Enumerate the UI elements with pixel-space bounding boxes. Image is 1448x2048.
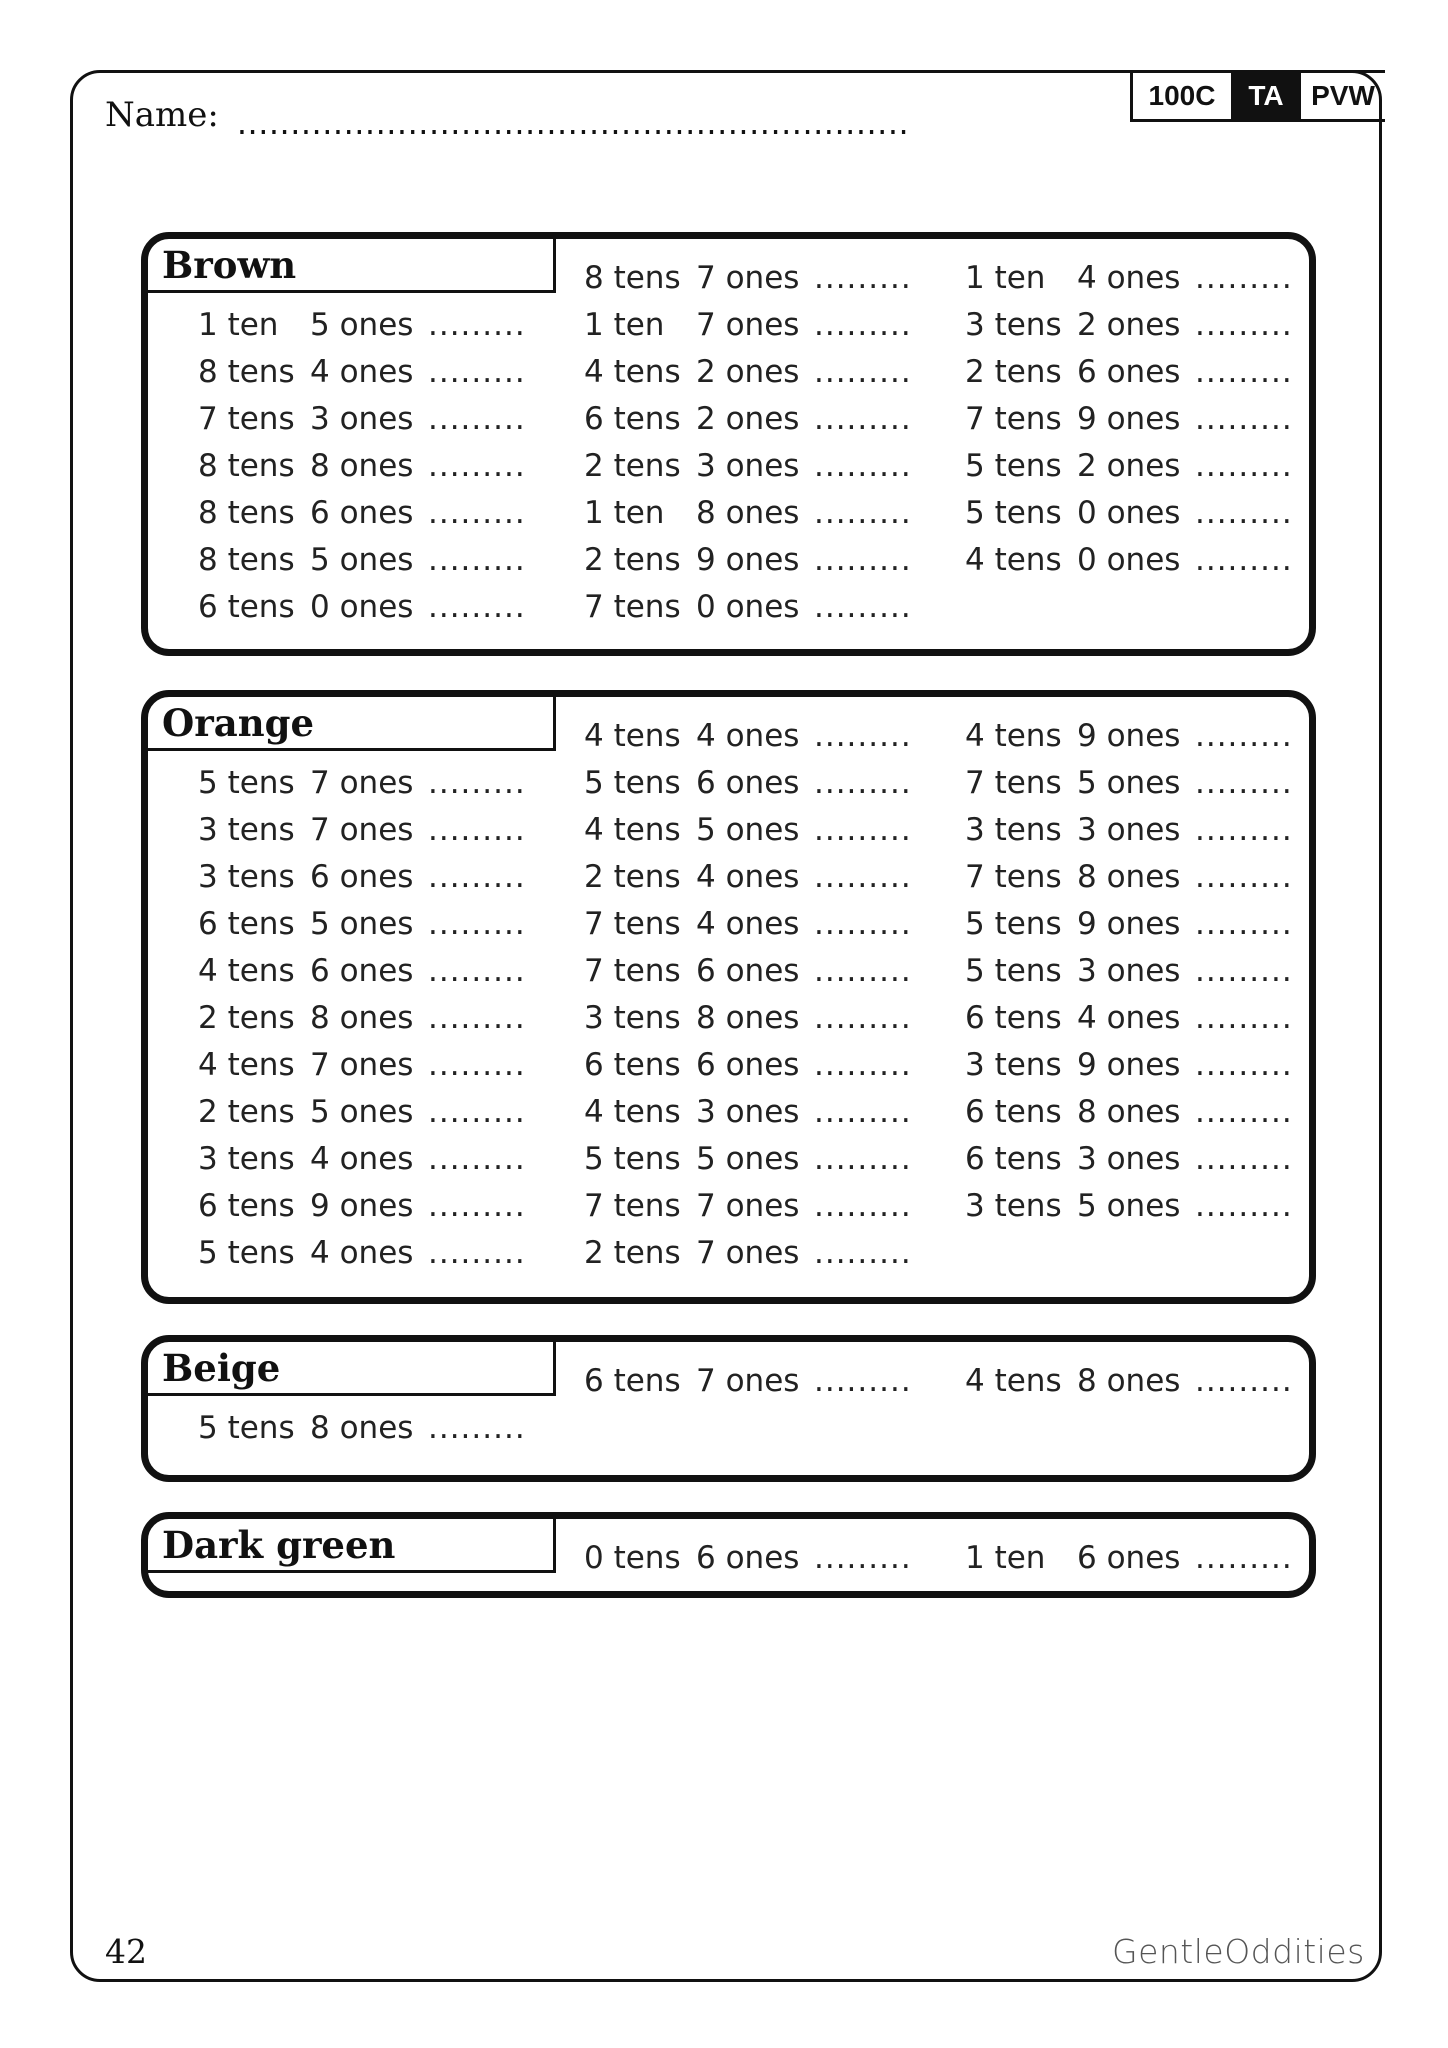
section-title-beige: Beige (148, 1342, 556, 1396)
column-1 (198, 760, 526, 1277)
answer-blank[interactable]: ......... (428, 542, 526, 578)
ones-value: 7 ones (696, 1363, 800, 1399)
column-3 (965, 1535, 1293, 1582)
answer-blank[interactable]: ......... (1195, 1047, 1293, 1083)
ones-value: 7 ones (310, 812, 414, 848)
ones-value: 3 ones (696, 448, 800, 484)
exercise-row (584, 1535, 912, 1582)
ones-value: 5 ones (310, 307, 414, 343)
tens-value: 4 tens (965, 718, 1062, 754)
ones-value: 6 ones (310, 495, 414, 531)
tens-value: 1 ten (965, 260, 1046, 296)
exercise-row (584, 713, 912, 760)
answer-blank[interactable]: ......... (1195, 1188, 1293, 1224)
tens-value: 4 tens (965, 542, 1062, 578)
answer-blank[interactable]: ......... (814, 718, 912, 754)
answer-blank[interactable]: ......... (428, 1410, 526, 1446)
ones-value: 4 ones (696, 718, 800, 754)
tens-value: 8 tens (198, 542, 295, 578)
answer-blank[interactable]: ......... (814, 354, 912, 390)
answer-blank[interactable]: ......... (428, 448, 526, 484)
answer-blank[interactable]: ......... (814, 260, 912, 296)
tens-value: 2 tens (584, 1235, 681, 1271)
tens-value: 6 tens (198, 906, 295, 942)
exercise-row (584, 1042, 912, 1089)
ones-value: 9 ones (1077, 1047, 1181, 1083)
answer-blank[interactable]: ......... (814, 401, 912, 437)
exercise-row (198, 349, 526, 396)
answer-blank[interactable]: ......... (814, 1540, 912, 1576)
tens-value: 7 tens (584, 953, 681, 989)
exercise-row (584, 302, 912, 349)
ones-value: 3 ones (1077, 953, 1181, 989)
code-100c: 100C (1133, 73, 1234, 119)
ones-value: 4 ones (696, 859, 800, 895)
exercise-row (584, 901, 912, 948)
tens-value: 2 tens (965, 354, 1062, 390)
exercise-row (198, 854, 526, 901)
column-3 (965, 713, 1293, 1230)
brand-logo: GentleOddities (1112, 1932, 1365, 1971)
level-code-box (1130, 70, 1385, 122)
answer-blank[interactable]: ......... (428, 307, 526, 343)
exercise-row (584, 1183, 912, 1230)
code-ta: TA (1234, 73, 1301, 119)
answer-blank[interactable]: ......... (1195, 859, 1293, 895)
exercise-row (198, 1136, 526, 1183)
name-entry-field[interactable]: ............................................................... (236, 104, 910, 142)
column-2 (584, 1535, 912, 1582)
answer-blank[interactable]: ......... (428, 906, 526, 942)
column-2 (584, 713, 912, 1277)
section-orange (141, 690, 1316, 1304)
exercise-row (965, 1183, 1293, 1230)
tens-value: 7 tens (965, 765, 1062, 801)
tens-value: 6 tens (965, 1094, 1062, 1130)
tens-value: 8 tens (198, 495, 295, 531)
exercise-row (198, 302, 526, 349)
exercise-row (584, 490, 912, 537)
exercise-row (198, 1183, 526, 1230)
tens-value: 4 tens (584, 718, 681, 754)
exercise-row (584, 255, 912, 302)
answer-blank[interactable]: ......... (428, 812, 526, 848)
answer-blank[interactable]: ......... (428, 953, 526, 989)
ones-value: 6 ones (696, 1540, 800, 1576)
tens-value: 6 tens (584, 401, 681, 437)
exercise-row (198, 807, 526, 854)
exercise-row (965, 302, 1293, 349)
ones-value: 9 ones (310, 1188, 414, 1224)
tens-value: 6 tens (198, 589, 295, 625)
answer-blank[interactable]: ......... (1195, 307, 1293, 343)
answer-blank[interactable]: ......... (814, 1363, 912, 1399)
exercise-row (198, 995, 526, 1042)
exercise-row (965, 854, 1293, 901)
ones-value: 4 ones (1077, 1000, 1181, 1036)
answer-blank[interactable]: ......... (814, 1000, 912, 1036)
ones-value: 5 ones (310, 542, 414, 578)
tens-value: 2 tens (584, 542, 681, 578)
exercise-row (198, 490, 526, 537)
exercise-row (198, 396, 526, 443)
exercise-row (965, 901, 1293, 948)
column-1 (198, 302, 526, 631)
exercise-row (965, 807, 1293, 854)
answer-blank[interactable]: ......... (814, 307, 912, 343)
answer-blank[interactable]: ......... (428, 1141, 526, 1177)
exercise-row (965, 443, 1293, 490)
ones-value: 7 ones (696, 1235, 800, 1271)
exercise-row (965, 713, 1293, 760)
answer-blank[interactable]: ......... (814, 589, 912, 625)
tens-value: 6 tens (965, 1141, 1062, 1177)
answer-blank[interactable]: ......... (814, 495, 912, 531)
tens-value: 1 ten (584, 495, 665, 531)
answer-blank[interactable]: ......... (1195, 542, 1293, 578)
exercise-row (584, 1358, 912, 1405)
tens-value: 4 tens (965, 1363, 1062, 1399)
ones-value: 7 ones (310, 1047, 414, 1083)
tens-value: 7 tens (584, 906, 681, 942)
ones-value: 8 ones (310, 1000, 414, 1036)
answer-blank[interactable]: ......... (814, 1188, 912, 1224)
exercise-row (584, 584, 912, 631)
ones-value: 6 ones (310, 953, 414, 989)
exercise-row (584, 807, 912, 854)
exercise-row (584, 854, 912, 901)
answer-blank[interactable]: ......... (1195, 1000, 1293, 1036)
exercise-row (198, 1042, 526, 1089)
column-3 (965, 1358, 1293, 1405)
ones-value: 3 ones (696, 1094, 800, 1130)
exercise-row (584, 995, 912, 1042)
ones-value: 4 ones (696, 906, 800, 942)
answer-blank[interactable]: ......... (814, 1235, 912, 1271)
ones-value: 3 ones (1077, 1141, 1181, 1177)
tens-value: 0 tens (584, 1540, 681, 1576)
ones-value: 0 ones (696, 589, 800, 625)
ones-value: 6 ones (1077, 1540, 1181, 1576)
exercise-row (965, 396, 1293, 443)
exercise-row (584, 948, 912, 995)
ones-value: 6 ones (1077, 354, 1181, 390)
tens-value: 4 tens (198, 953, 295, 989)
ones-value: 7 ones (696, 1188, 800, 1224)
ones-value: 6 ones (696, 765, 800, 801)
tens-value: 3 tens (965, 1047, 1062, 1083)
ones-value: 6 ones (310, 859, 414, 895)
tens-value: 4 tens (198, 1047, 295, 1083)
name-line (105, 95, 910, 142)
ones-value: 9 ones (696, 542, 800, 578)
ones-value: 4 ones (310, 1235, 414, 1271)
tens-value: 5 tens (198, 765, 295, 801)
ones-value: 2 ones (696, 354, 800, 390)
ones-value: 9 ones (1077, 718, 1181, 754)
tens-value: 8 tens (198, 354, 295, 390)
ones-value: 6 ones (696, 953, 800, 989)
ones-value: 7 ones (696, 260, 800, 296)
tens-value: 3 tens (965, 307, 1062, 343)
tens-value: 5 tens (965, 953, 1062, 989)
answer-blank[interactable]: ......... (1195, 906, 1293, 942)
answer-blank[interactable]: ......... (1195, 953, 1293, 989)
answer-blank[interactable]: ......... (814, 448, 912, 484)
answer-blank[interactable]: ......... (1195, 1141, 1293, 1177)
answer-blank[interactable]: ......... (428, 401, 526, 437)
tens-value: 3 tens (584, 1000, 681, 1036)
exercise-row (584, 349, 912, 396)
answer-blank[interactable]: ......... (814, 1047, 912, 1083)
ones-value: 5 ones (696, 812, 800, 848)
tens-value: 3 tens (198, 1141, 295, 1177)
ones-value: 8 ones (1077, 859, 1181, 895)
answer-blank[interactable]: ......... (428, 354, 526, 390)
ones-value: 2 ones (1077, 448, 1181, 484)
exercise-row (198, 1230, 526, 1277)
exercise-row (198, 760, 526, 807)
answer-blank[interactable]: ......... (1195, 1540, 1293, 1576)
tens-value: 8 tens (584, 260, 681, 296)
exercise-row (584, 537, 912, 584)
tens-value: 5 tens (584, 765, 681, 801)
exercise-row (965, 1136, 1293, 1183)
ones-value: 3 ones (1077, 812, 1181, 848)
exercise-row (965, 1089, 1293, 1136)
exercise-row (965, 1535, 1293, 1582)
answer-blank[interactable]: ......... (1195, 1094, 1293, 1130)
name-label: Name: (105, 95, 219, 135)
exercise-row (198, 1405, 526, 1452)
answer-blank[interactable]: ......... (428, 1188, 526, 1224)
exercise-row (965, 995, 1293, 1042)
exercise-row (584, 760, 912, 807)
tens-value: 4 tens (584, 354, 681, 390)
ones-value: 5 ones (1077, 1188, 1181, 1224)
tens-value: 3 tens (198, 812, 295, 848)
ones-value: 8 ones (310, 1410, 414, 1446)
answer-blank[interactable]: ......... (428, 1047, 526, 1083)
answer-blank[interactable]: ......... (1195, 495, 1293, 531)
exercise-row (198, 537, 526, 584)
answer-blank[interactable]: ......... (428, 589, 526, 625)
exercise-row (198, 901, 526, 948)
exercise-row (965, 537, 1293, 584)
ones-value: 2 ones (696, 401, 800, 437)
column-1 (198, 1405, 526, 1452)
exercise-row (584, 443, 912, 490)
exercise-row (965, 1358, 1293, 1405)
page-number: 42 (105, 1932, 147, 1971)
ones-value: 5 ones (310, 906, 414, 942)
answer-blank[interactable]: ......... (1195, 448, 1293, 484)
answer-blank[interactable]: ......... (1195, 1363, 1293, 1399)
ones-value: 8 ones (696, 1000, 800, 1036)
tens-value: 7 tens (965, 859, 1062, 895)
answer-blank[interactable]: ......... (1195, 354, 1293, 390)
tens-value: 6 tens (584, 1363, 681, 1399)
exercise-row (965, 1042, 1293, 1089)
tens-value: 7 tens (965, 401, 1062, 437)
answer-blank[interactable]: ......... (428, 765, 526, 801)
ones-value: 0 ones (310, 589, 414, 625)
answer-blank[interactable]: ......... (814, 1141, 912, 1177)
tens-value: 3 tens (965, 812, 1062, 848)
section-beige (141, 1335, 1316, 1482)
answer-blank[interactable]: ......... (1195, 401, 1293, 437)
answer-blank[interactable]: ......... (428, 1094, 526, 1130)
ones-value: 8 ones (1077, 1094, 1181, 1130)
ones-value: 2 ones (1077, 307, 1181, 343)
answer-blank[interactable]: ......... (814, 906, 912, 942)
section-dark-green (141, 1512, 1316, 1598)
ones-value: 9 ones (1077, 401, 1181, 437)
answer-blank[interactable]: ......... (814, 859, 912, 895)
answer-blank[interactable]: ......... (1195, 765, 1293, 801)
exercise-row (965, 349, 1293, 396)
exercise-row (198, 584, 526, 631)
ones-value: 8 ones (1077, 1363, 1181, 1399)
answer-blank[interactable]: ......... (428, 495, 526, 531)
exercise-row (965, 490, 1293, 537)
tens-value: 4 tens (584, 812, 681, 848)
tens-value: 6 tens (965, 1000, 1062, 1036)
tens-value: 5 tens (965, 495, 1062, 531)
tens-value: 1 ten (198, 307, 279, 343)
answer-blank[interactable]: ......... (814, 765, 912, 801)
tens-value: 6 tens (584, 1047, 681, 1083)
tens-value: 2 tens (198, 1094, 295, 1130)
ones-value: 3 ones (310, 401, 414, 437)
exercise-row (584, 1089, 912, 1136)
ones-value: 4 ones (1077, 260, 1181, 296)
column-3 (965, 255, 1293, 584)
exercise-row (198, 1089, 526, 1136)
column-2 (584, 1358, 912, 1405)
answer-blank[interactable]: ......... (428, 859, 526, 895)
ones-value: 8 ones (696, 495, 800, 531)
tens-value: 5 tens (965, 906, 1062, 942)
column-2 (584, 255, 912, 631)
exercise-row (965, 255, 1293, 302)
ones-value: 7 ones (696, 307, 800, 343)
tens-value: 6 tens (198, 1188, 295, 1224)
answer-blank[interactable]: ......... (814, 812, 912, 848)
ones-value: 5 ones (310, 1094, 414, 1130)
ones-value: 5 ones (1077, 765, 1181, 801)
exercise-row (584, 1136, 912, 1183)
section-brown (141, 232, 1316, 656)
exercise-row (584, 1230, 912, 1277)
tens-value: 1 ten (965, 1540, 1046, 1576)
section-title-orange: Orange (148, 697, 556, 751)
tens-value: 2 tens (584, 859, 681, 895)
tens-value: 3 tens (965, 1188, 1062, 1224)
tens-value: 7 tens (584, 589, 681, 625)
tens-value: 3 tens (198, 859, 295, 895)
tens-value: 5 tens (584, 1141, 681, 1177)
tens-value: 5 tens (965, 448, 1062, 484)
ones-value: 0 ones (1077, 495, 1181, 531)
tens-value: 4 tens (584, 1094, 681, 1130)
code-pvw: PVW (1311, 80, 1375, 111)
answer-blank[interactable]: ......... (814, 542, 912, 578)
tens-value: 7 tens (198, 401, 295, 437)
ones-value: 4 ones (310, 354, 414, 390)
answer-blank[interactable]: ......... (814, 953, 912, 989)
ones-value: 4 ones (310, 1141, 414, 1177)
answer-blank[interactable]: ......... (428, 1235, 526, 1271)
tens-value: 5 tens (198, 1235, 295, 1271)
answer-blank[interactable]: ......... (1195, 812, 1293, 848)
ones-value: 6 ones (696, 1047, 800, 1083)
section-title-dark-green: Dark green (148, 1519, 556, 1573)
answer-blank[interactable]: ......... (1195, 718, 1293, 754)
exercise-row (198, 948, 526, 995)
ones-value: 0 ones (1077, 542, 1181, 578)
ones-value: 8 ones (310, 448, 414, 484)
ones-value: 5 ones (696, 1141, 800, 1177)
exercise-row (965, 948, 1293, 995)
section-title-brown: Brown (148, 239, 556, 293)
answer-blank[interactable]: ......... (814, 1094, 912, 1130)
exercise-row (584, 396, 912, 443)
tens-value: 2 tens (198, 1000, 295, 1036)
answer-blank[interactable]: ......... (428, 1000, 526, 1036)
answer-blank[interactable]: ......... (1195, 260, 1293, 296)
ones-value: 7 ones (310, 765, 414, 801)
tens-value: 7 tens (584, 1188, 681, 1224)
tens-value: 8 tens (198, 448, 295, 484)
ones-value: 9 ones (1077, 906, 1181, 942)
tens-value: 2 tens (584, 448, 681, 484)
exercise-row (965, 760, 1293, 807)
tens-value: 1 ten (584, 307, 665, 343)
tens-value: 5 tens (198, 1410, 295, 1446)
exercise-row (198, 443, 526, 490)
